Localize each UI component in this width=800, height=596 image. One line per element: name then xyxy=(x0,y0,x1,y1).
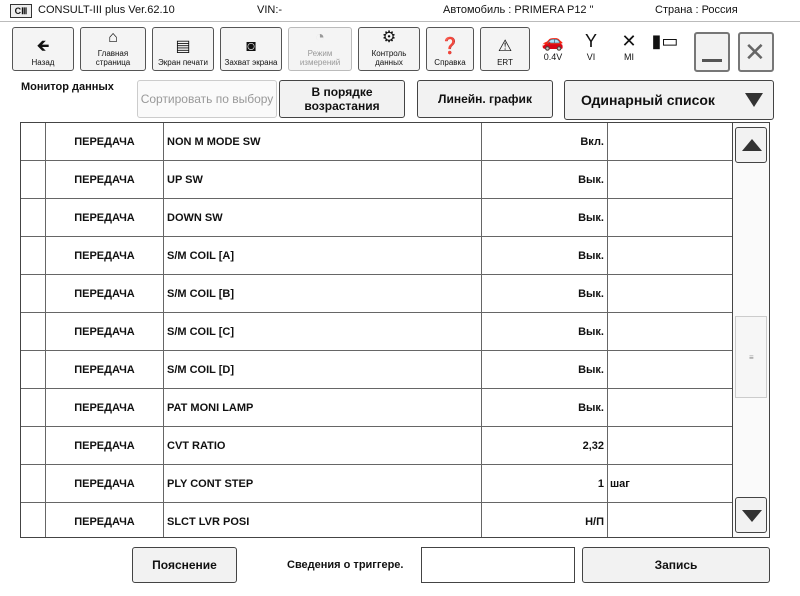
battery-status xyxy=(648,30,682,52)
vi-label: VI xyxy=(586,52,596,62)
row-marker xyxy=(21,389,46,426)
vin-label: VIN:- xyxy=(257,4,283,16)
list-mode-dropdown[interactable] xyxy=(564,80,774,120)
row-marker xyxy=(21,503,46,538)
table-row[interactable] xyxy=(21,503,733,538)
scroll-up-button[interactable] xyxy=(735,127,767,163)
row-marker xyxy=(21,199,46,236)
measure-label: Режим измерений xyxy=(299,49,341,67)
app-title: CONSULT-III plus Ver.62.10 xyxy=(38,4,175,16)
unit-cell xyxy=(608,389,733,426)
mi-label: MI xyxy=(624,52,634,62)
value-cell: Вык. xyxy=(482,237,608,274)
back-label: Назад xyxy=(31,58,55,67)
value-cell: Вык. xyxy=(482,389,608,426)
print-label: Экран печати xyxy=(158,58,208,67)
item-cell: DOWN SW xyxy=(164,199,482,236)
line-graph-button[interactable]: Линейн. график xyxy=(417,80,553,118)
unit-cell xyxy=(608,161,733,198)
toolbar xyxy=(0,22,800,74)
trigger-info-field[interactable] xyxy=(421,547,575,583)
row-marker xyxy=(21,237,46,274)
value-cell: Н/П xyxy=(482,503,608,538)
home-label: Главная страница xyxy=(95,49,131,67)
back-button[interactable] xyxy=(12,27,74,71)
system-cell: ПЕРЕДАЧА xyxy=(46,351,164,388)
item-cell: S/M COIL [C] xyxy=(164,313,482,350)
ert-button[interactable] xyxy=(480,27,530,71)
gears-icon: ⚙ xyxy=(381,29,397,46)
table-scrollbar[interactable] xyxy=(733,122,770,538)
antenna-icon: Y xyxy=(584,31,597,51)
close-button[interactable] xyxy=(738,32,774,72)
value-cell: Вык. xyxy=(482,275,608,312)
system-cell: ПЕРЕДАЧА xyxy=(46,123,164,160)
scroll-thumb[interactable] xyxy=(735,316,767,398)
warning-icon: ⚠ xyxy=(497,38,513,55)
system-cell: ПЕРЕДАЧА xyxy=(46,503,164,538)
voltage-value: 0.4V xyxy=(543,52,563,62)
arrow-up-icon xyxy=(742,139,762,151)
battery-icon: ▮▭ xyxy=(651,31,679,51)
unit-cell xyxy=(608,351,733,388)
row-marker xyxy=(21,465,46,502)
table-row[interactable] xyxy=(21,237,733,275)
trigger-info-label: Сведения о триггере. xyxy=(287,559,404,571)
arrow-left-icon: 🡸 xyxy=(36,38,50,55)
car-icon: 🚗 xyxy=(541,31,565,51)
value-cell: Вкл. xyxy=(482,123,608,160)
close-icon: ✕ xyxy=(744,37,766,67)
unit-cell: шаг xyxy=(610,477,630,490)
ert-label: ERT xyxy=(497,58,513,67)
home-button[interactable] xyxy=(80,27,146,71)
item-cell: S/M COIL [A] xyxy=(164,237,482,274)
title-bar xyxy=(0,0,800,22)
item-cell: UP SW xyxy=(164,161,482,198)
data-control-button[interactable] xyxy=(358,27,420,71)
minimize-button[interactable] xyxy=(694,32,730,72)
row-marker xyxy=(21,427,46,464)
control-label: Контроль данных xyxy=(371,49,407,67)
vehicle-label: Автомобиль : PRIMERA P12 " xyxy=(443,4,594,16)
explanation-button[interactable]: Пояснение xyxy=(132,547,237,583)
chevron-down-icon xyxy=(745,93,763,107)
system-cell: ПЕРЕДАЧА xyxy=(46,465,164,502)
printer-icon: ▤ xyxy=(175,38,191,55)
row-marker xyxy=(21,161,46,198)
data-monitor-label: Монитор данных xyxy=(21,81,114,93)
value-cell: Вык. xyxy=(482,313,608,350)
unit-cell xyxy=(608,237,733,274)
mi-status xyxy=(614,30,644,62)
sort-by-selection-button[interactable]: Сортировать по выбору xyxy=(137,80,277,118)
system-cell: ПЕРЕДАЧА xyxy=(46,275,164,312)
item-cell: PLY CONT STEP xyxy=(164,465,482,502)
house-icon: ⌂ xyxy=(108,29,118,46)
item-cell: S/M COIL [B] xyxy=(164,275,482,312)
help-label: Справка xyxy=(434,58,466,67)
item-cell: SLCT LVR POSI xyxy=(164,503,482,538)
value-cell: Вык. xyxy=(482,161,608,198)
grip-icon: ≡ xyxy=(749,353,754,362)
row-marker xyxy=(21,123,46,160)
table-row[interactable] xyxy=(21,351,733,389)
unit-cell xyxy=(608,313,733,350)
minimize-icon xyxy=(702,59,722,62)
capture-screen-button[interactable] xyxy=(220,27,282,71)
system-cell: ПЕРЕДАЧА xyxy=(46,237,164,274)
system-cell: ПЕРЕДАЧА xyxy=(46,161,164,198)
table-row[interactable] xyxy=(21,313,733,351)
unit-cell xyxy=(608,427,733,464)
app-logo-icon: CⅢ xyxy=(10,4,32,18)
unit-cell xyxy=(608,123,733,160)
system-cell: ПЕРЕДАЧА xyxy=(46,389,164,426)
measure-mode-button[interactable] xyxy=(288,27,352,71)
table-row[interactable] xyxy=(21,123,733,161)
list-mode-value: Одинарный список xyxy=(581,92,715,108)
row-marker xyxy=(21,313,46,350)
table-row[interactable] xyxy=(21,199,733,237)
unit-cell xyxy=(608,503,733,538)
value-cell: 2,32 xyxy=(482,427,608,464)
data-monitor-table xyxy=(20,122,733,538)
item-cell: CVT RATIO xyxy=(164,427,482,464)
scroll-down-button[interactable] xyxy=(735,497,767,533)
unit-cell xyxy=(608,199,733,236)
print-screen-button[interactable] xyxy=(152,27,214,71)
table-row[interactable] xyxy=(21,161,733,199)
table-row[interactable] xyxy=(21,465,733,503)
vi-status xyxy=(576,30,606,62)
arrow-down-icon xyxy=(742,510,762,522)
row-marker xyxy=(21,351,46,388)
question-icon: ❓ xyxy=(440,38,460,55)
table-row[interactable] xyxy=(21,275,733,313)
value-cell: Вык. xyxy=(482,351,608,388)
table-row[interactable] xyxy=(21,389,733,427)
system-cell: ПЕРЕДАЧА xyxy=(46,199,164,236)
cross-icon: ✕ xyxy=(621,31,637,51)
capture-label: Захват экрана xyxy=(224,58,278,67)
ascending-order-button[interactable]: В порядке возрастания xyxy=(279,80,405,118)
value-cell: 1 xyxy=(482,465,608,502)
voltage-status xyxy=(535,30,571,62)
camera-icon: ◙ xyxy=(246,38,256,55)
meter-icon: ◔ xyxy=(315,29,325,46)
system-cell: ПЕРЕДАЧА xyxy=(46,427,164,464)
help-button[interactable] xyxy=(426,27,474,71)
table-row[interactable] xyxy=(21,427,733,465)
unit-cell xyxy=(608,275,733,312)
item-cell: PAT MONI LAMP xyxy=(164,389,482,426)
row-marker xyxy=(21,275,46,312)
item-cell: S/M COIL [D] xyxy=(164,351,482,388)
system-cell: ПЕРЕДАЧА xyxy=(46,313,164,350)
record-button[interactable]: Запись xyxy=(582,547,770,583)
item-cell: NON M MODE SW xyxy=(164,123,482,160)
country-label: Страна : Россия xyxy=(655,4,738,16)
value-cell: Вык. xyxy=(482,199,608,236)
